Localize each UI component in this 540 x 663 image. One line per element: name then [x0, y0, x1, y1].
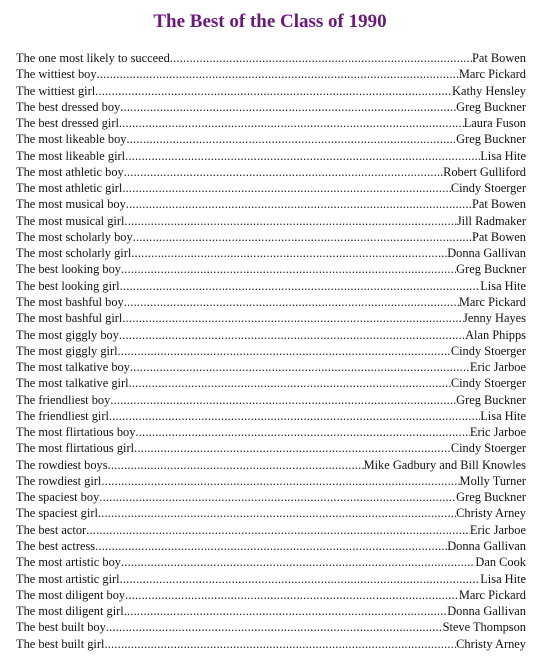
award-row	[16, 196, 526, 212]
dot-leader	[86, 522, 470, 538]
dot-leader	[124, 164, 443, 180]
award-winner: Eric Jarboe	[469, 360, 526, 375]
award-row	[16, 115, 526, 131]
award-row	[16, 457, 526, 473]
award-category: The most giggly boy	[16, 327, 119, 342]
award-row	[16, 164, 526, 180]
award-row	[16, 424, 526, 440]
award-category: The rowdiest girl	[16, 473, 102, 488]
award-category: The most scholarly boy	[16, 229, 133, 244]
award-winner: Greg Buckner	[456, 490, 526, 505]
award-row	[16, 245, 526, 261]
award-winner: Donna Gallivan	[447, 604, 526, 619]
dot-leader	[124, 294, 459, 310]
award-winner: Donna Gallivan	[447, 246, 526, 261]
award-row	[16, 489, 526, 505]
award-winner: Dan Cook	[475, 555, 526, 570]
dot-leader	[126, 131, 456, 147]
award-row	[16, 392, 526, 408]
dot-leader	[120, 99, 456, 115]
award-row	[16, 571, 526, 587]
award-category: The best looking boy	[16, 262, 121, 277]
award-row	[16, 66, 526, 82]
award-row	[16, 636, 526, 652]
award-row	[16, 310, 526, 326]
award-category: The best looking girl	[16, 278, 120, 293]
dot-leader	[99, 489, 456, 505]
award-category: The rowdiest boys	[16, 457, 108, 472]
award-winner: Kathy Hensley	[452, 83, 526, 98]
dot-leader	[131, 245, 447, 261]
award-row	[16, 50, 526, 66]
award-winner: Greg Buckner	[456, 132, 526, 147]
award-category: The friendliest boy	[16, 392, 111, 407]
award-row	[16, 359, 526, 375]
award-row	[16, 440, 526, 456]
award-winner: Greg Buckner	[456, 262, 526, 277]
award-category: The most athletic girl	[16, 181, 123, 196]
award-winner: Christy Arney	[456, 636, 526, 651]
dot-leader	[120, 278, 481, 294]
award-winner: Pat Bowen	[471, 229, 526, 244]
award-row	[16, 327, 526, 343]
dot-leader	[110, 392, 456, 408]
award-row	[16, 408, 526, 424]
dot-leader	[125, 587, 459, 603]
award-winner: Lisa Hite	[480, 571, 526, 586]
award-winner: Laura Fuson	[463, 116, 526, 131]
award-category: The most talkative boy	[16, 360, 130, 375]
award-list	[16, 50, 526, 652]
award-winner: Christy Arney	[456, 506, 526, 521]
award-category: The most flirtatious boy	[16, 425, 136, 440]
award-winner: Eric Jarboe	[469, 522, 526, 537]
award-row	[16, 148, 526, 164]
award-winner: Cindy Stoerger	[450, 441, 526, 456]
award-category: The most bashful girl	[16, 311, 123, 326]
award-category: The best built boy	[16, 620, 106, 635]
award-category: The most talkative girl	[16, 376, 129, 391]
award-category: The one most likely to succeed	[16, 51, 170, 65]
award-category: The most musical boy	[16, 197, 126, 212]
award-row	[16, 343, 526, 359]
award-row	[16, 538, 526, 554]
dot-leader	[104, 636, 456, 652]
award-winner: Molly Turner	[459, 473, 526, 488]
award-winner: Cindy Stoerger	[450, 181, 526, 196]
award-winner: Greg Buckner	[456, 392, 526, 407]
dot-leader	[97, 66, 459, 82]
dot-leader	[106, 619, 443, 635]
award-category: The best built girl	[16, 636, 105, 651]
award-category: The most likeable boy	[16, 132, 127, 147]
dot-leader	[135, 424, 470, 440]
dot-leader	[130, 359, 470, 375]
award-winner: Cindy Stoerger	[450, 376, 526, 391]
award-winner: Alan Phipps	[465, 327, 526, 342]
dot-leader	[170, 50, 472, 66]
award-winner: Cindy Stoerger	[450, 343, 526, 358]
award-row	[16, 554, 526, 570]
dot-leader	[125, 148, 480, 164]
award-category: The most diligent girl	[16, 604, 124, 619]
dot-leader	[95, 83, 452, 99]
award-category: The most athletic boy	[16, 164, 124, 179]
dot-leader	[124, 213, 456, 229]
award-winner: Pat Bowen	[471, 51, 526, 65]
award-winner: Eric Jarboe	[469, 425, 526, 440]
award-winner: Jill Radmaker	[456, 213, 526, 228]
award-row	[16, 99, 526, 115]
dot-leader	[121, 554, 475, 570]
award-winner: Mike Gadbury and Bill Knowles	[363, 457, 526, 472]
dot-leader	[122, 310, 463, 326]
dot-leader	[108, 457, 364, 473]
award-winner: Marc Pickard	[458, 587, 526, 602]
award-winner: Greg Buckner	[456, 99, 526, 114]
dot-leader	[119, 327, 465, 343]
award-winner: Lisa Hite	[480, 148, 526, 163]
dot-leader	[133, 229, 472, 245]
award-category: The best actor	[16, 522, 87, 537]
award-winner: Lisa Hite	[480, 408, 526, 423]
award-winner: Jenny Hayes	[463, 311, 526, 326]
award-category: The friendliest girl	[16, 408, 109, 423]
award-category: The most bashful boy	[16, 294, 124, 309]
page-title: The Best of the Class of 1990	[153, 11, 387, 32]
dot-leader	[122, 180, 451, 196]
award-category: The most artistic boy	[16, 555, 121, 570]
award-category: The most artistic girl	[16, 571, 120, 586]
award-row	[16, 278, 526, 294]
award-winner: Robert Gulliford	[443, 164, 526, 179]
dot-leader	[119, 115, 464, 131]
award-winner: Steve Thompson	[442, 620, 526, 635]
dot-leader	[120, 571, 481, 587]
award-winner: Marc Pickard	[458, 294, 526, 309]
award-row	[16, 229, 526, 245]
award-winner: Lisa Hite	[480, 278, 526, 293]
award-row	[16, 294, 526, 310]
dot-leader	[134, 440, 451, 456]
dot-leader	[98, 505, 456, 521]
dot-leader	[95, 538, 447, 554]
dot-leader	[129, 375, 451, 391]
award-category: The spaciest boy	[16, 490, 100, 505]
award-category: The most giggly girl	[16, 343, 118, 358]
award-category: The most flirtatious girl	[16, 441, 135, 456]
award-category: The spaciest girl	[16, 506, 98, 521]
dot-leader	[109, 408, 480, 424]
award-winner: Marc Pickard	[458, 67, 526, 82]
award-category: The best dressed girl	[16, 116, 119, 131]
award-row	[16, 505, 526, 521]
dot-leader	[121, 261, 456, 277]
award-category: The best actress	[16, 538, 96, 553]
award-category: The wittiest girl	[16, 83, 96, 98]
award-row	[16, 619, 526, 635]
award-category: The most scholarly girl	[16, 246, 132, 261]
award-category: The most likeable girl	[16, 148, 126, 163]
award-category: The best dressed boy	[16, 99, 121, 114]
award-row	[16, 131, 526, 147]
award-row	[16, 261, 526, 277]
award-row	[16, 83, 526, 99]
award-row	[16, 603, 526, 619]
award-category: The wittiest boy	[16, 67, 97, 82]
award-row	[16, 587, 526, 603]
award-category: The most musical girl	[16, 213, 125, 228]
award-row	[16, 180, 526, 196]
award-row	[16, 213, 526, 229]
dot-leader	[118, 343, 451, 359]
dot-leader	[101, 473, 459, 489]
award-category: The most diligent boy	[16, 587, 126, 602]
award-winner: Donna Gallivan	[447, 538, 526, 553]
dot-leader	[124, 603, 447, 619]
award-row	[16, 473, 526, 489]
award-winner: Pat Bowen	[471, 197, 526, 212]
dot-leader	[126, 196, 472, 212]
award-row	[16, 522, 526, 538]
award-row	[16, 375, 526, 391]
